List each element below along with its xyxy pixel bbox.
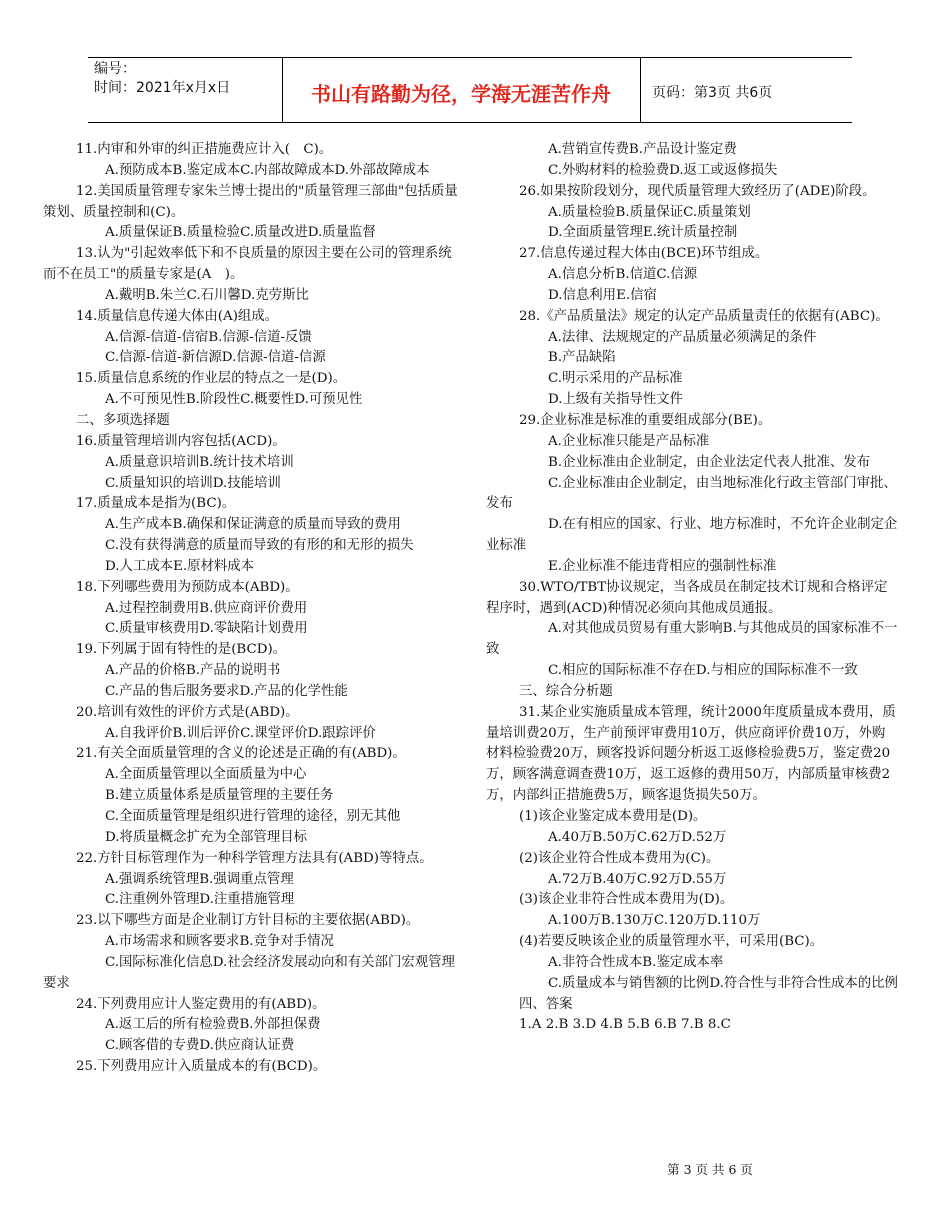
- answer-option-line: A.返工后的所有检验费B.外部担保费: [105, 1017, 321, 1033]
- answer-option-line: C.质量知识的培训D.技能培训: [105, 475, 281, 491]
- answer-option-line: E.企业标准不能违背相应的强制性标准: [548, 558, 777, 574]
- answer-option-line: A.质量意识培训B.统计技术培训: [105, 454, 294, 470]
- answer-option-line: A.产品的价格B.产品的说明书: [105, 663, 281, 679]
- answer-option-line: C.国际标准化信息D.社会经济发展动向和有关部门宏观管理要求: [43, 954, 455, 991]
- answer-option-line: C.相应的国际标准不存在D.与相应的国际标准不一致: [548, 663, 858, 679]
- answer-option-line: A.对其他成员贸易有重大影响B.与其他成员的国家标准不一致: [486, 621, 898, 658]
- question-line: 1.A 2.B 3.D 4.B 5.B 6.B 7.B 8.C: [519, 1017, 731, 1033]
- question-line: 31.某企业实施质量成本管理，统计2000年度质量成本费用，质量培训费20万，生产前预评审费用10万，供应商评价费10万，外购材料检验费20万，顾客投诉问题分析返工返修检验费5万，鉴定费20万，顾客满意调查费10万，返工返修的费用50万，内部质量审核费2万，内部纠正措施费5万，顾客退货损失50万。: [486, 704, 896, 804]
- page-footer: 第 3 页 共 6 页: [667, 1162, 753, 1177]
- question-line: 25.下列费用应计入质量成本的有(BCD)。: [76, 1059, 327, 1075]
- question-line: 19.下列属于固有特性的是(BCD)。: [76, 642, 287, 658]
- answer-option-line: C.质量成本与销售额的比例D.符合性与非符合性成本的比例: [548, 975, 898, 991]
- answer-option-line: D.在有相应的国家、行业、地方标准时，不允许企业制定企业标准: [486, 517, 898, 554]
- answer-option-line: C.产品的售后服务要求D.产品的化学性能: [105, 683, 348, 699]
- answer-option-line: A.质量检验B.质量保证C.质量策划: [548, 204, 751, 220]
- question-line: 22.方针目标管理作为一种科学管理方法具有(ABD)等特点。: [76, 850, 433, 866]
- answer-option-line: C.质量审核费用D.零缺陷计划费用: [105, 621, 308, 637]
- question-line: 13.认为"引起效率低下和不良质量的原因主要在公司的管理系统而不在员工"的质量专家是(A )。: [43, 246, 452, 283]
- answer-option-line: C.信源-信道-新信源D.信源-信道-信源: [105, 350, 326, 366]
- question-line: 27.信息传递过程大体由(BCE)环节组成。: [519, 246, 769, 262]
- answer-option-line: D.将质量概念扩充为全部管理目标: [105, 829, 307, 845]
- answer-option-line: A.质量保证B.质量检验C.质量改进D.质量监督: [105, 225, 376, 241]
- question-line: 14.质量信息传递大体由(A)组成。: [76, 308, 279, 324]
- question-line: 11.内审和外审的纠正措施费应计入( C)。: [76, 142, 333, 157]
- answer-option-line: A.法律、法规规定的产品质量必须满足的条件: [548, 329, 817, 345]
- question-line: 29.企业标准是标准的重要组成部分(BE)。: [519, 412, 772, 428]
- answer-option-line: A.市场需求和顾客要求B.竞争对手情况: [105, 934, 334, 950]
- question-line: 15.质量信息系统的作业层的特点之一是(D)。: [76, 371, 347, 387]
- answer-option-line: A.过程控制费用B.供应商评价费用: [105, 600, 308, 616]
- question-line: (3)该企业非符合性成本费用为(D)。: [519, 892, 734, 908]
- question-line: 28.《产品质量法》规定的认定产品质量责任的依据有(ABC)。: [519, 308, 889, 324]
- answer-option-line: C.企业标准由企业制定，由当地标准化行政主管部门审批、发布: [486, 475, 897, 512]
- header-page-label: 页码：第3页 共6页: [652, 85, 773, 101]
- header-motto: 书山有路勤为径，学海无涯苦作舟: [311, 82, 611, 106]
- answer-option-line: C.顾客借的专费D.供应商认证费: [105, 1038, 295, 1054]
- question-line: 20.培训有效性的评价方式是(ABD)。: [76, 704, 299, 720]
- answer-option-line: A.戴明B.朱兰C.石川馨D.克劳斯比: [105, 287, 309, 303]
- answer-option-line: C.全面质量管理是组织进行管理的途径，别无其他: [105, 809, 401, 824]
- question-line: 17.质量成本是指为(BC)。: [76, 496, 236, 512]
- answer-option-line: D.全面质量管理E.统计质量控制: [548, 225, 738, 241]
- question-line: 30.WTO/TBT协议规定，当各成员在制定技术订规和合格评定程序时，遇到(ACD)种情况必须向其他成员通报。: [486, 579, 888, 616]
- answer-option-line: B.产品缺陷: [548, 350, 616, 366]
- answer-option-line: C.注重例外管理D.注重措施管理: [105, 892, 295, 908]
- question-line: (4)若要反映该企业的质量管理水平，可采用(BC)。: [519, 934, 824, 950]
- question-line: (1)该企业鉴定成本费用是(D)。: [519, 809, 707, 824]
- header-divider: [282, 58, 283, 122]
- header-meta: [94, 60, 230, 98]
- answer-option-line: A.信源-信道-信宿B.信源-信道-反馈: [105, 329, 312, 345]
- answer-option-line: A.40万B.50万C.62万D.52万: [548, 829, 727, 845]
- question-line: 26.如果按阶段划分，现代质量管理大致经历了(ADE)阶段。: [519, 183, 876, 199]
- answer-option-line: A.营销宣传费B.产品设计鉴定费: [548, 142, 737, 157]
- answer-option-line: A.强调系统管理B.强调重点管理: [105, 871, 294, 887]
- answer-option-line: A.100万B.130万C.120万D.110万: [548, 913, 761, 929]
- answer-option-line: D.人工成本E.原材料成本: [105, 558, 255, 574]
- page-header: [88, 57, 852, 123]
- question-line: 23.以下哪些方面是企业制订方针目标的主要依据(ABD)。: [76, 913, 420, 929]
- question-line: 16.质量管理培训内容包括(ACD)。: [76, 433, 286, 449]
- answer-option-line: A.生产成本B.确保和保证满意的质量而导致的费用: [105, 517, 401, 533]
- question-line: 12.美国质量管理专家朱兰博士提出的"质量管理三部曲"包括质量策划、质量控制和(C)。: [43, 183, 458, 220]
- answer-option-line: B.建立质量体系是质量管理的主要任务: [105, 788, 334, 804]
- question-line: 三、综合分析题: [519, 683, 613, 699]
- document-number-label: 编号：: [94, 61, 136, 77]
- question-line: 二、多项选择题: [76, 412, 170, 428]
- document-time-label: 时间：2021年x月x日: [94, 80, 231, 96]
- answer-option-line: A.不可预见性B.阶段性C.概要性D.可预见性: [105, 392, 363, 408]
- answer-option-line: D.信息利用E.信宿: [548, 287, 657, 303]
- question-line: 24.下列费用应计人鉴定费用的有(ABD)。: [76, 996, 326, 1012]
- answer-option-line: C.明示采用的产品标准: [548, 371, 683, 387]
- question-line: 21.有关全面质量管理的含义的论述是正确的有(ABD)。: [76, 746, 406, 762]
- answer-option-line: A.非符合性成本B.鉴定成本率: [548, 954, 724, 970]
- answer-option-line: B.企业标准由企业制定，由企业法定代表人批准、发布: [548, 454, 871, 470]
- right-column: [486, 140, 898, 1036]
- answer-option-line: D.上级有关指导性文件: [548, 392, 684, 408]
- header-divider: [640, 58, 641, 122]
- answer-option-line: C.没有获得满意的质量而导致的有形的和无形的损失: [105, 538, 414, 554]
- question-line: 四、答案: [519, 996, 573, 1012]
- answer-option-line: A.信息分析B.信道C.信源: [548, 267, 698, 283]
- left-column: [43, 140, 461, 1078]
- question-line: (2)该企业符合性成本费用为(C)。: [519, 850, 720, 866]
- answer-option-line: A.企业标准只能是产品标准: [548, 433, 710, 449]
- answer-option-line: A.预防成本B.鉴定成本C.内部故障成本D.外部故障成本: [105, 162, 430, 178]
- answer-option-line: A.自我评价B.训后评价C.课堂评价D.跟踪评价: [105, 725, 376, 741]
- answer-option-line: A.72万B.40万C.92万D.55万: [548, 871, 727, 887]
- answer-option-line: A.全面质量管理以全面质量为中心: [105, 767, 307, 783]
- question-line: 18.下列哪些费用为预防成本(ABD)。: [76, 579, 299, 595]
- answer-option-line: C.外购材料的检验费D.返工或返修损失: [548, 162, 778, 178]
